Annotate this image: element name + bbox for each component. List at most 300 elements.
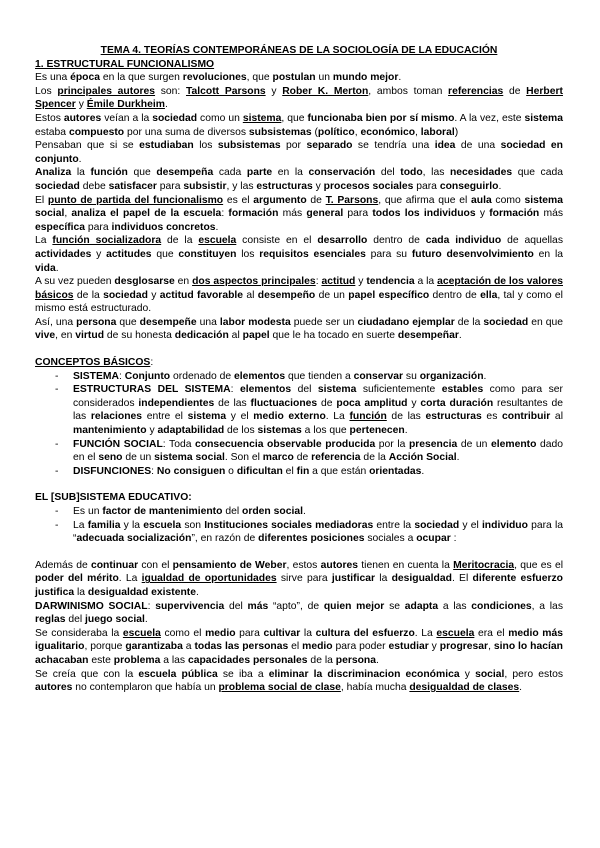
text-run: formación: [489, 208, 540, 220]
text-run: del: [375, 167, 401, 179]
text-run: actividades: [35, 248, 92, 260]
text-run: para poder: [332, 641, 389, 653]
text-run: a la: [414, 276, 438, 288]
text-run: pertenecen: [349, 425, 405, 437]
text-run: corta duración: [420, 397, 494, 409]
list-item: [55, 438, 563, 465]
text-run: de una: [455, 140, 501, 152]
text-run: adaptabilidad: [157, 425, 225, 437]
text-run: más: [247, 600, 269, 612]
list-item: [55, 505, 563, 519]
text-run: y: [355, 276, 367, 288]
text-run: procesos sociales: [323, 180, 414, 192]
text-run: , tal y como el mismo está estructurado.: [35, 289, 563, 315]
conceptos-list: [35, 370, 563, 479]
text-run: ocupar: [416, 533, 451, 545]
text-run: ): [454, 126, 459, 138]
text-run: sociedad: [103, 289, 148, 301]
text-run: compuesto: [68, 126, 125, 138]
text-run: de la: [307, 654, 336, 666]
text-run: de las: [214, 397, 251, 409]
text-run: era el: [474, 627, 509, 639]
text-run: .: [398, 72, 402, 84]
text-run: papel específico: [348, 289, 430, 301]
text-run: tendencia: [366, 276, 415, 288]
text-run: fin: [296, 465, 310, 477]
text-run: , que es el: [514, 559, 563, 571]
text-run: autores: [35, 682, 73, 694]
text-run: individuo: [481, 519, 528, 531]
text-run: actitudes: [106, 248, 152, 260]
text-run: diferentes posiciones: [258, 533, 365, 545]
text-run: , a las: [531, 600, 563, 612]
text-run: desglosarse: [114, 276, 175, 288]
text-run: desempeñar: [397, 330, 459, 342]
text-run: del: [224, 600, 248, 612]
text-run: sistema: [187, 411, 227, 423]
text-run: en la: [272, 167, 309, 179]
text-run: y: [312, 180, 324, 192]
text-run: autores: [63, 112, 102, 124]
text-run: principales autores: [57, 85, 156, 97]
text-run: papel: [242, 330, 270, 342]
text-run: función socializadora: [52, 235, 162, 247]
text-run: medio externo: [253, 411, 326, 423]
text-run: .: [456, 452, 460, 464]
text-run: sociales a: [364, 533, 417, 545]
text-run: “apto”, de: [268, 600, 324, 612]
text-run: adapta: [404, 600, 439, 612]
text-run: constituyen: [178, 248, 237, 260]
text-run: ,: [354, 126, 361, 138]
text-run: marco: [262, 452, 294, 464]
text-run: persona: [335, 654, 376, 666]
paragraph: [35, 166, 563, 193]
text-run: factor de mantenimiento: [102, 506, 223, 517]
text-run: poca amplitud: [336, 397, 408, 409]
text-run: .: [215, 221, 219, 233]
text-run: sistema social: [154, 452, 225, 464]
paragraph: [35, 275, 563, 316]
paragraph: [35, 85, 563, 112]
text-run: de: [306, 194, 326, 206]
text-run: conseguirlo: [439, 180, 499, 192]
text-run: específica: [35, 221, 86, 233]
text-run: referencias: [448, 85, 504, 97]
text-run: Los: [35, 85, 58, 97]
text-run: dos aspectos principales: [192, 276, 316, 288]
text-run: . El: [451, 573, 473, 585]
text-run: revoluciones: [182, 72, 247, 84]
text-run: en la que surgen: [99, 72, 183, 84]
text-run: Estos: [35, 112, 64, 124]
text-run: :: [147, 600, 156, 612]
text-run: laboral: [420, 126, 455, 138]
text-run: el: [282, 465, 297, 477]
paragraph: [35, 559, 563, 600]
text-run: dentro de: [367, 235, 426, 247]
text-run: requisitos esenciales: [259, 248, 366, 260]
text-run: por: [280, 140, 307, 152]
text-run: una: [196, 316, 220, 328]
text-run: desempeña: [156, 167, 214, 179]
text-run: los: [236, 248, 260, 260]
text-run: cada individuo: [425, 235, 502, 247]
text-run: problema: [113, 654, 161, 666]
text-run: actitud favorable: [159, 289, 244, 301]
text-run: independientes: [138, 397, 215, 409]
text-run: época: [70, 72, 100, 84]
text-run: de: [317, 397, 337, 409]
text-run: que: [127, 167, 157, 179]
text-run: del: [291, 384, 318, 396]
text-run: ,: [488, 641, 494, 653]
text-run: son:: [155, 85, 186, 97]
text-run: orientadas: [369, 465, 422, 477]
paragraph: [35, 234, 563, 275]
text-run: formación: [228, 208, 279, 220]
text-run: a los que: [301, 425, 350, 437]
text-run: para: [235, 627, 264, 639]
text-run: garantizaba: [125, 641, 183, 653]
text-run: entre el: [142, 411, 188, 423]
paragraph: [35, 112, 563, 139]
text-run: aula: [471, 194, 492, 206]
text-run: con el: [138, 559, 173, 571]
text-run: sistema: [242, 112, 282, 124]
text-run: político: [317, 126, 355, 138]
text-run: ella: [480, 289, 498, 301]
text-run: sociedad: [35, 180, 80, 192]
text-run: ESTRUCTURAS DEL SISTEMA: [73, 384, 231, 396]
text-run: subsistemas: [248, 126, 312, 138]
text-run: y: [459, 668, 476, 680]
text-run: : Toda: [162, 438, 196, 450]
text-run: Instituciones sociales mediadoras: [204, 519, 374, 531]
text-run: tienen en cuenta la: [358, 559, 454, 571]
text-run: de: [503, 85, 527, 97]
text-run: que cada: [512, 167, 563, 179]
text-run: dificultan: [236, 465, 283, 477]
text-run: para la “: [73, 519, 563, 545]
text-run: vida: [35, 262, 56, 274]
text-run: ,: [415, 126, 421, 138]
text-run: se: [384, 600, 405, 612]
text-run: dentro de: [429, 289, 481, 301]
text-run: Conjunto: [124, 370, 171, 382]
text-run: ,: [64, 208, 72, 220]
text-run: desigualdad existente: [87, 586, 196, 598]
text-run: .: [144, 614, 148, 626]
text-run: son: [181, 519, 205, 531]
text-run: de la: [360, 452, 389, 464]
text-run: :: [450, 533, 457, 545]
text-run: que: [151, 248, 179, 260]
text-run: sino lo hacían achacaban: [35, 641, 563, 666]
list-item: [55, 465, 563, 479]
text-run: .: [458, 330, 462, 342]
text-run: , ambos toman: [368, 85, 449, 97]
text-run: sociedad: [152, 112, 198, 124]
text-run: la: [300, 627, 316, 639]
text-run: cultura del esfuerzo: [315, 627, 415, 639]
text-run: persona: [76, 316, 117, 328]
text-run: T. Parsons: [325, 194, 379, 206]
text-run: subsistir: [183, 180, 227, 192]
text-run: escuela: [122, 627, 161, 639]
text-run: y la: [120, 519, 144, 531]
text-run: la: [74, 586, 88, 598]
subsistema-list: [35, 505, 563, 546]
text-run: .: [55, 262, 59, 274]
text-run: no contemplaron que había un: [72, 682, 219, 694]
text-run: a que están: [309, 465, 370, 477]
text-run: .: [302, 506, 306, 517]
text-run: elemento: [491, 438, 537, 450]
text-run: A su vez pueden: [35, 276, 115, 288]
text-run: ”, en razón de: [191, 533, 259, 545]
text-run: vive: [35, 330, 56, 342]
text-run: como para ser considerados: [73, 384, 563, 409]
text-run: a: [182, 641, 195, 653]
text-run: . La: [118, 573, 142, 585]
text-run: FUNCIÓN SOCIAL: [73, 438, 163, 450]
text-run: medio: [302, 641, 333, 653]
text-run: :: [118, 370, 125, 382]
text-run: como un: [197, 112, 243, 124]
text-run: y: [265, 85, 283, 97]
text-run: consiste en el: [236, 235, 318, 247]
text-run: Es una: [35, 72, 71, 84]
text-run: general: [306, 208, 344, 220]
text-run: , que: [246, 72, 273, 84]
text-run: en: [174, 276, 193, 288]
text-run: desigualdad: [391, 573, 452, 585]
text-run: elementos: [233, 370, 286, 382]
text-run: , y las: [226, 180, 257, 192]
text-run: dedicación: [174, 330, 229, 342]
text-run: Acción Social: [388, 452, 457, 464]
text-run: . A la vez, este: [454, 112, 525, 124]
text-run: para: [156, 180, 184, 192]
text-run: :: [315, 276, 322, 288]
text-run: , porque: [84, 641, 126, 653]
text-run: separado: [306, 140, 353, 152]
text-run: todas las personas: [194, 641, 289, 653]
text-run: subsistemas: [217, 140, 281, 152]
text-run: medio más igualitario: [35, 627, 563, 653]
text-run: para: [343, 208, 373, 220]
text-run: Así, una: [35, 316, 77, 328]
text-run: , había mucha: [340, 682, 410, 694]
text-run: y: [428, 641, 440, 653]
text-run: social: [475, 668, 505, 680]
text-run: sistema: [317, 384, 357, 396]
text-run: quien mejor: [323, 600, 385, 612]
text-run: estaba: [35, 126, 69, 138]
paragraph: [35, 139, 563, 166]
text-run: igualdad de oportunidades: [141, 573, 277, 585]
text-run: más: [278, 208, 307, 220]
text-run: .: [376, 654, 379, 666]
text-run: de un: [315, 289, 349, 301]
text-run: se tendría una: [352, 140, 435, 152]
text-run: al: [228, 330, 243, 342]
text-run: la: [71, 167, 91, 179]
text-run: y el: [226, 411, 254, 423]
text-run: familia: [87, 519, 121, 531]
text-run: para: [85, 221, 112, 233]
text-run: individuos concretos: [111, 221, 216, 233]
text-run: organización: [419, 370, 484, 382]
text-run: su: [403, 370, 420, 382]
text-run: , pero estos: [504, 668, 563, 680]
text-run: cultivar: [263, 627, 301, 639]
text-run: eliminar la discriminacion económica: [268, 668, 460, 680]
text-run: justificar: [331, 573, 376, 585]
text-run: progresar: [439, 641, 489, 653]
text-run: postulan: [272, 72, 316, 84]
text-run: DARWINISMO SOCIAL: [35, 600, 148, 612]
document-title: TEMA 4. TEORÍAS CONTEMPORÁNEAS DE LA SOCIOLOGÍA DE LA EDUCACIÓN: [100, 45, 498, 56]
text-run: desempeñe: [139, 316, 197, 328]
text-run: autores: [320, 559, 358, 571]
text-run: .: [421, 465, 425, 477]
text-run: sistema social: [35, 194, 563, 220]
paragraph: [35, 600, 563, 627]
text-run: de un: [122, 452, 155, 464]
text-run: juego social: [85, 614, 145, 626]
text-run: sistemas: [257, 425, 302, 437]
text-run: para: [413, 180, 440, 192]
text-run: funcionaba bien por sí mismo: [307, 112, 455, 124]
text-run: al: [550, 411, 563, 423]
text-run: estables: [441, 384, 484, 396]
text-run: :: [230, 384, 240, 396]
text-run: continuar: [90, 559, 139, 571]
text-run: orden social: [242, 506, 303, 517]
text-run: .: [483, 370, 487, 382]
text-run: sociedad: [414, 519, 460, 531]
text-run: Analiza: [35, 167, 72, 179]
text-run: ciudadano ejemplar: [357, 316, 455, 328]
text-run: sociedad: [483, 316, 529, 328]
text-run: La: [35, 235, 53, 247]
text-run: de las: [386, 411, 426, 423]
text-run: conservación: [308, 167, 376, 179]
text-run: , estos: [286, 559, 321, 571]
text-run: y: [146, 425, 158, 437]
paragraph: [35, 194, 563, 235]
text-run: estudiaban: [139, 140, 194, 152]
text-run: idea: [434, 140, 456, 152]
text-run: escuela: [436, 627, 475, 639]
text-run: estudiar: [388, 641, 429, 653]
text-run: al: [243, 289, 258, 301]
text-run: SISTEMA: [73, 370, 119, 382]
paragraph: [35, 627, 563, 668]
text-run: Es un: [73, 506, 103, 517]
section-heading-funcionalismo: 1. ESTRUCTURAL FUNCIONALISMO: [35, 58, 215, 70]
text-run: que tienden a: [285, 370, 354, 382]
text-run: contribuir: [502, 411, 551, 423]
document-page: [35, 44, 563, 695]
text-run: entre la: [373, 519, 415, 531]
text-run: estructuras: [425, 411, 482, 423]
text-run: como el: [160, 627, 206, 639]
text-run: . La: [414, 627, 437, 639]
text-run: mundo mejor: [332, 72, 399, 84]
text-run: futuro desenvolvimiento: [411, 248, 534, 260]
text-run: virtud: [75, 330, 105, 342]
text-run: Además de: [35, 559, 91, 571]
text-run: a las: [438, 600, 472, 612]
text-run: que le ha tocado en suerte: [269, 330, 398, 342]
list-item: [55, 383, 563, 437]
text-run: (: [311, 126, 318, 138]
text-run: labor modesta: [219, 316, 291, 328]
text-run: pensamiento de Weber: [172, 559, 287, 571]
text-run: escuela: [143, 519, 182, 531]
text-run: este: [88, 654, 114, 666]
text-run: supervivencia: [155, 600, 225, 612]
subsistema-heading: EL [SUB]SISTEMA EDUCATIVO:: [35, 492, 192, 504]
text-run: del: [222, 506, 243, 517]
text-run: ordenado de: [170, 370, 234, 382]
text-run: fluctuaciones: [250, 397, 318, 409]
paragraph: [35, 316, 563, 343]
text-run: , las: [422, 167, 450, 179]
text-run: es el: [223, 194, 254, 206]
text-run: diferente esfuerzo justifica: [35, 573, 563, 598]
text-run: parte: [246, 167, 273, 179]
paragraph: [35, 668, 563, 695]
text-run: desempeño: [257, 289, 316, 301]
text-run: de la: [161, 235, 199, 247]
text-run: sociedad en conjunto: [35, 140, 563, 165]
text-run: a las: [160, 654, 188, 666]
text-run: de aquellas: [501, 235, 563, 247]
text-run: de la: [73, 289, 104, 301]
text-run: Talcott Parsons: [185, 85, 266, 97]
text-run: .: [498, 180, 502, 192]
text-run: se iba a: [217, 668, 269, 680]
text-run: debe: [79, 180, 109, 192]
text-run: adecuada socialización: [76, 533, 192, 545]
text-run: resultantes de las: [73, 397, 563, 423]
text-run: La: [73, 519, 88, 531]
text-run: Se consideraba la: [35, 627, 123, 639]
text-run: cada: [213, 167, 247, 179]
text-run: problema social de clase: [218, 682, 341, 694]
text-run: es: [481, 411, 503, 423]
text-run: dado en el: [73, 438, 564, 464]
text-run: relaciones: [90, 411, 143, 423]
text-run: de un: [457, 438, 491, 450]
text-run: conservar: [353, 370, 404, 382]
text-run: condiciones: [471, 600, 532, 612]
text-run: necesidades: [449, 167, 513, 179]
text-run: en la: [533, 248, 563, 260]
text-run: y el: [459, 519, 482, 531]
text-run: .: [404, 425, 408, 437]
text-run: puede ser un: [290, 316, 358, 328]
text-run: estructuras: [256, 180, 313, 192]
text-run: poder del mérito: [35, 573, 119, 585]
list-item: [55, 519, 563, 546]
text-run: , que afirma que el: [378, 194, 471, 206]
text-run: veían a la: [101, 112, 153, 124]
